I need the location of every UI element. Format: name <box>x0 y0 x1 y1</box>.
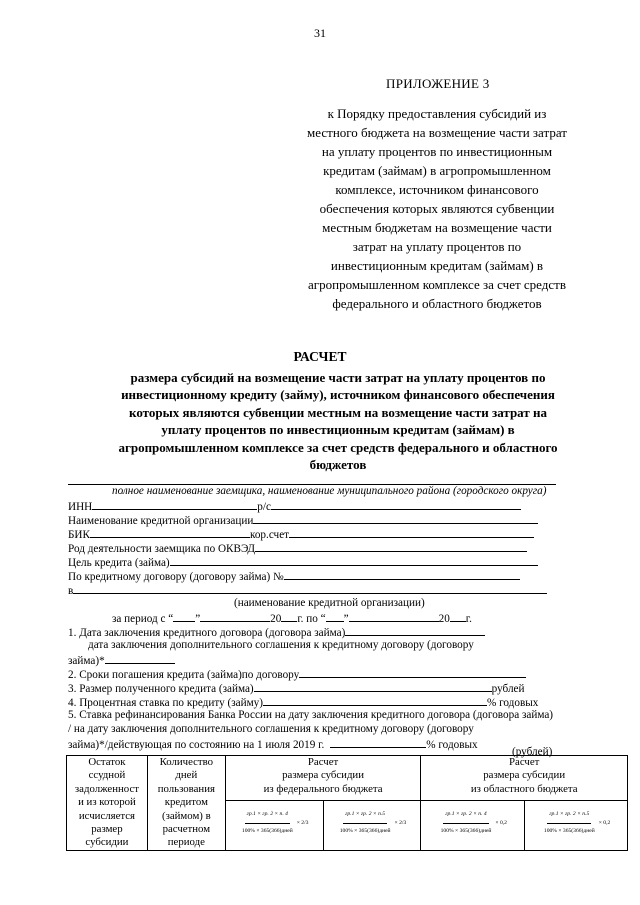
item5-row <box>68 737 478 752</box>
calculation-table <box>66 755 628 851</box>
item4-label: 4. Процентная ставка по кредиту (займу) <box>68 697 263 709</box>
purpose-row <box>68 555 538 570</box>
okved-label: Род деятельности заемщика по ОКВЭД <box>68 543 256 555</box>
appendix-description <box>268 104 606 313</box>
appendix-title: ПРИЛОЖЕНИЕ 3 <box>386 76 490 91</box>
page-number: 31 <box>314 26 326 40</box>
formula-federal-refinancing: $\frac{гр.1 \times гр. 2 \times п.5}{\text{100\% × 365(366)дней}}$ × 2/3 <box>323 801 421 851</box>
subtitle-line: инвестиционному кредиту (займу), источником финансового обеспечения <box>121 387 555 403</box>
kor-label: кор.счет <box>249 529 290 541</box>
appendix-line: инвестиционным кредитам (займам) в <box>330 258 544 273</box>
agreement-field[interactable] <box>284 569 520 580</box>
item5-line3: займа)*/действующая по состоянию на 1 июля 2019 г. <box>68 739 325 751</box>
document-title: РАСЧЕТ <box>293 349 347 364</box>
subtitle-line: агропромышленном комплексе за счет средств федерального и областного <box>118 439 558 455</box>
appendix-line: к Порядку предоставления субсидий из <box>327 106 547 121</box>
item5-field[interactable] <box>330 737 426 748</box>
period-year-suffix: г. <box>465 613 472 625</box>
item2-row <box>68 667 526 682</box>
period-to-month[interactable] <box>349 611 439 622</box>
bank-row <box>68 583 547 598</box>
item4-row <box>68 695 538 710</box>
item5-line2: / на дату заключения дополнительного соглашения к кредитному договору (договору <box>68 723 474 735</box>
appendix-line: обеспечения которых являются субвенции <box>319 201 555 216</box>
subtitle-line: бюджетов <box>309 457 367 473</box>
period-from-day[interactable] <box>173 611 195 622</box>
kor-field[interactable] <box>289 527 534 538</box>
period-from-year[interactable] <box>281 611 297 622</box>
rs-field[interactable] <box>271 499 521 510</box>
subtitle-line: которых являются субвенции местным на возмещение части затрат на <box>129 404 547 420</box>
bank-name-label: Наименование кредитной организации <box>68 515 254 527</box>
bank-field[interactable] <box>73 583 547 594</box>
item3-field[interactable] <box>254 681 492 692</box>
inn-field[interactable] <box>92 499 257 510</box>
period-to-year[interactable] <box>450 611 466 622</box>
bik-label: БИК <box>68 529 90 541</box>
period-to-label: г. по “ <box>297 613 326 625</box>
period-from-month[interactable] <box>200 611 270 622</box>
appendix-line: на уплату процентов по инвестиционным <box>321 144 553 159</box>
item5-line1: 5. Ставка рефинансирования Банка России на дату заключения кредитного договора (договора займа) <box>68 709 554 721</box>
col-days-header: Количество дней пользования кредитом (займом) в расчетном периоде <box>147 756 225 851</box>
item5-unit: % годовых <box>426 739 478 751</box>
bank-name-field[interactable] <box>253 513 538 524</box>
col-loan-balance-header: Остаток ссудной задолженност и из которой исчисляется размер субсидии <box>67 756 148 851</box>
appendix-line: федерального и областного бюджетов <box>332 296 542 311</box>
rs-label: р/с <box>257 501 271 513</box>
bank-name-row <box>68 513 538 528</box>
bank-caption: (наименование кредитной организации) <box>234 597 425 609</box>
period-quote: ” <box>195 613 201 625</box>
item1-label: 1. Дата заключения кредитного договора (договора займа) <box>68 627 346 639</box>
appendix-line: местным бюджетам на возмещение части <box>322 220 552 235</box>
currency-note: (рублей) <box>512 746 553 758</box>
period-row <box>112 611 472 626</box>
item4-unit: % годовых <box>486 697 539 709</box>
subtitle-line: размера субсидий на возмещение части затрат на уплату процентов по <box>130 370 546 385</box>
regional-subsidy-header: Расчет размера субсидии из областного бюджета <box>421 756 628 801</box>
item3-unit: рублей <box>491 683 525 695</box>
item4-field[interactable] <box>263 695 487 706</box>
item1c-field[interactable] <box>105 653 175 664</box>
item2-label: 2. Сроки погашения кредита (займа)по договору <box>68 669 300 681</box>
formula-regional-rate: $\frac{гр.1 \times гр. 2 \times п. 4}{\text{100\% × 365(366)дней}}$ × 0,2 <box>421 801 525 851</box>
item3-label: 3. Размер полученного кредита (займа) <box>68 683 254 695</box>
period-quote: ” <box>343 613 349 625</box>
item1c-row <box>68 653 175 668</box>
appendix-line: местного бюджета на возмещение части затрат <box>307 125 567 140</box>
appendix-line: комплексе, источником финансового <box>335 182 539 197</box>
v-label: в <box>68 585 74 597</box>
document-subtitle <box>72 369 604 473</box>
period-year-prefix: 20 <box>438 613 450 625</box>
formula-federal-rate: $\frac{гр.1 \times гр. 2 \times п. 4}{\text{100\% × 365(366)дней}}$ × 2/3 <box>225 801 323 851</box>
item2-field[interactable] <box>299 667 526 678</box>
period-from-label: за период с “ <box>112 613 174 625</box>
bik-field[interactable] <box>90 527 250 538</box>
inn-row <box>68 499 521 514</box>
okved-row <box>68 541 527 556</box>
item1b-label: дата заключения дополнительного соглашения к кредитному договору (договору <box>88 639 474 651</box>
item1-row <box>68 625 485 640</box>
okved-field[interactable] <box>255 541 527 552</box>
bik-row <box>68 527 534 542</box>
formula-regional-refinancing: $\frac{гр.1 \times гр. 2 \times п.5}{\text{100\% × 365(366)дней}}$ × 0,2 <box>525 801 628 851</box>
agreement-row <box>68 569 520 584</box>
appendix-line: агропромышленном комплексе за счет средств <box>308 277 566 292</box>
inn-label: ИНН <box>68 501 93 513</box>
borrower-caption: полное наименование заемщика, наименование муниципального района (городского округа) <box>112 485 547 497</box>
item1-field[interactable] <box>345 625 485 636</box>
purpose-label: Цель кредита (займа) <box>68 557 170 569</box>
item1c-label: займа)* <box>68 655 105 667</box>
federal-subsidy-header: Расчет размера субсидии из федерального бюджета <box>225 756 421 801</box>
purpose-field[interactable] <box>170 555 538 566</box>
subtitle-line: уплату процентов по инвестиционным кредитам (займам) в <box>161 422 515 438</box>
period-to-day[interactable] <box>326 611 344 622</box>
appendix-line: кредитам (займам) в агропромышленном <box>323 163 551 178</box>
item3-row <box>68 681 525 696</box>
period-year-prefix: 20 <box>270 613 282 625</box>
appendix-line: затрат на уплату процентов по <box>352 239 522 254</box>
agreement-label: По кредитному договору (договору займа) № <box>68 571 284 583</box>
